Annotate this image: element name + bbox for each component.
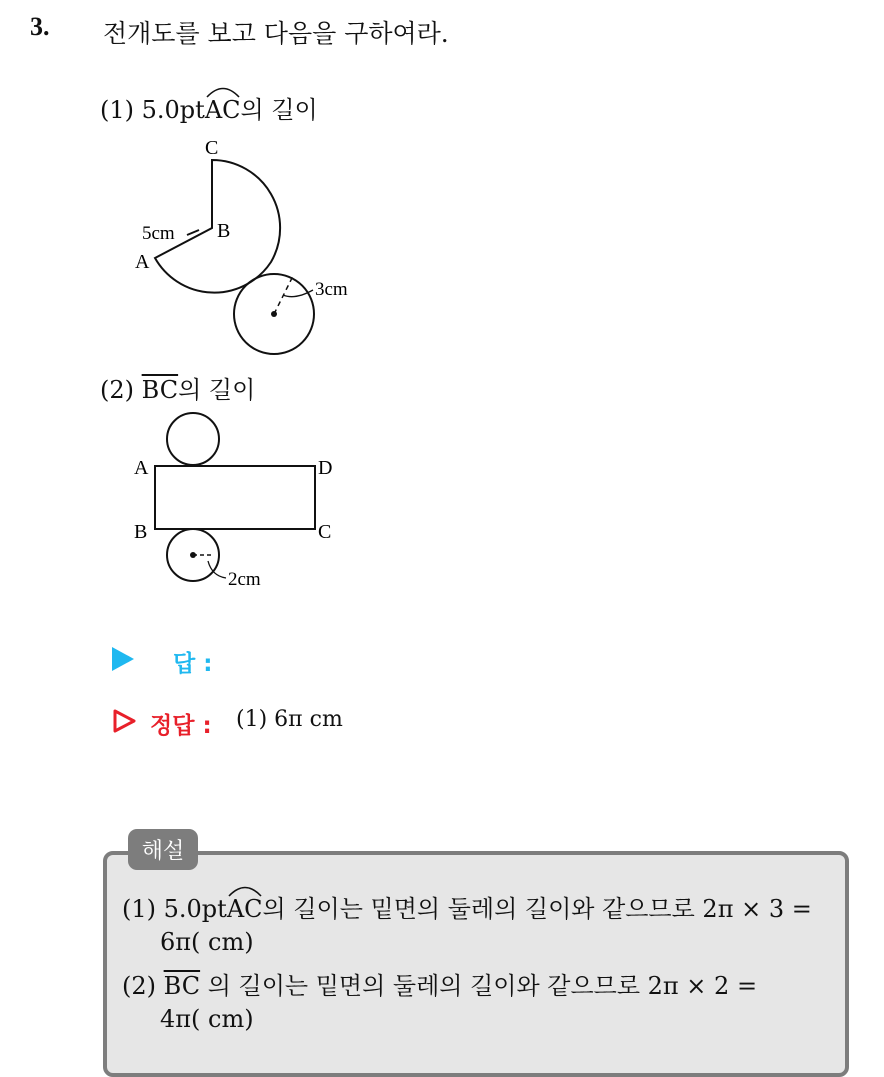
top-circle xyxy=(167,413,219,465)
part1-arc-symbol xyxy=(205,96,241,124)
part1-label: (1) xyxy=(100,96,134,124)
slant-tick xyxy=(187,230,199,235)
part1-arc-text: AC xyxy=(204,96,241,124)
exp1-arc-symbol xyxy=(227,895,263,923)
explanation-line-3 xyxy=(122,966,757,1001)
label-slant: 5cm xyxy=(142,223,175,244)
answer-arrow-icon xyxy=(112,647,134,671)
solution-label: 정답 : xyxy=(150,713,212,739)
explanation-badge: 해설 xyxy=(128,829,198,870)
solution-answer xyxy=(236,707,343,732)
part1-prefix: 5.0pt xyxy=(141,96,205,124)
cylinder-net-figure xyxy=(130,408,350,593)
solution-arrow-icon xyxy=(112,708,138,734)
part1-suffix: 의 길이 xyxy=(240,96,318,124)
label-radius-3: 3cm xyxy=(315,279,348,300)
part1-prompt xyxy=(100,90,318,125)
solution-value: 6π cm xyxy=(274,707,343,732)
exp3-rest: 의 길이는 밑면의 둘레의 길이와 같으므로 2π × 2 = xyxy=(207,972,758,1000)
exp1-prefix: 5.0pt xyxy=(163,895,227,923)
side-rectangle xyxy=(155,466,315,529)
exp3-label: (2) xyxy=(122,972,156,1000)
exp1-arc-text: AC xyxy=(226,895,263,923)
label-A2: A xyxy=(134,457,149,479)
explanation-line-2: 6π( cm) xyxy=(160,928,254,956)
label-C: C xyxy=(205,137,219,159)
part2-label: (2) xyxy=(100,376,134,404)
exp3-seg-text: $\overline{BC}$ xyxy=(163,972,201,1000)
part2-suffix: 의 길이 xyxy=(178,376,256,404)
label-B2: B xyxy=(134,521,148,543)
label-C2: C xyxy=(318,521,332,543)
answer-label: 답 : xyxy=(173,651,213,677)
arc-mark-icon xyxy=(205,82,241,98)
exp1-rest: 의 길이는 밑면의 둘레의 길이와 같으므로 2π × 3 = xyxy=(262,895,812,923)
exp1-label: (1) xyxy=(122,895,156,923)
explanation-line-4: 4π( cm) xyxy=(160,1005,254,1033)
solution-part-label: (1) xyxy=(236,707,268,732)
explanation-line-1 xyxy=(122,889,812,924)
label-radius-2: 2cm xyxy=(228,569,261,590)
label-B: B xyxy=(217,220,231,242)
cone-net-figure xyxy=(125,130,375,360)
question-number: 3. xyxy=(30,12,50,41)
part2-prompt xyxy=(100,370,255,405)
part2-seg-text: $\overline{BC}$ xyxy=(141,376,179,404)
label-D2: D xyxy=(318,457,333,479)
label-A: A xyxy=(135,251,150,273)
question-text: 전개도를 보고 다음을 구하여라. xyxy=(103,19,449,48)
arc-mark-icon xyxy=(227,881,263,897)
explanation-box xyxy=(103,851,849,1077)
